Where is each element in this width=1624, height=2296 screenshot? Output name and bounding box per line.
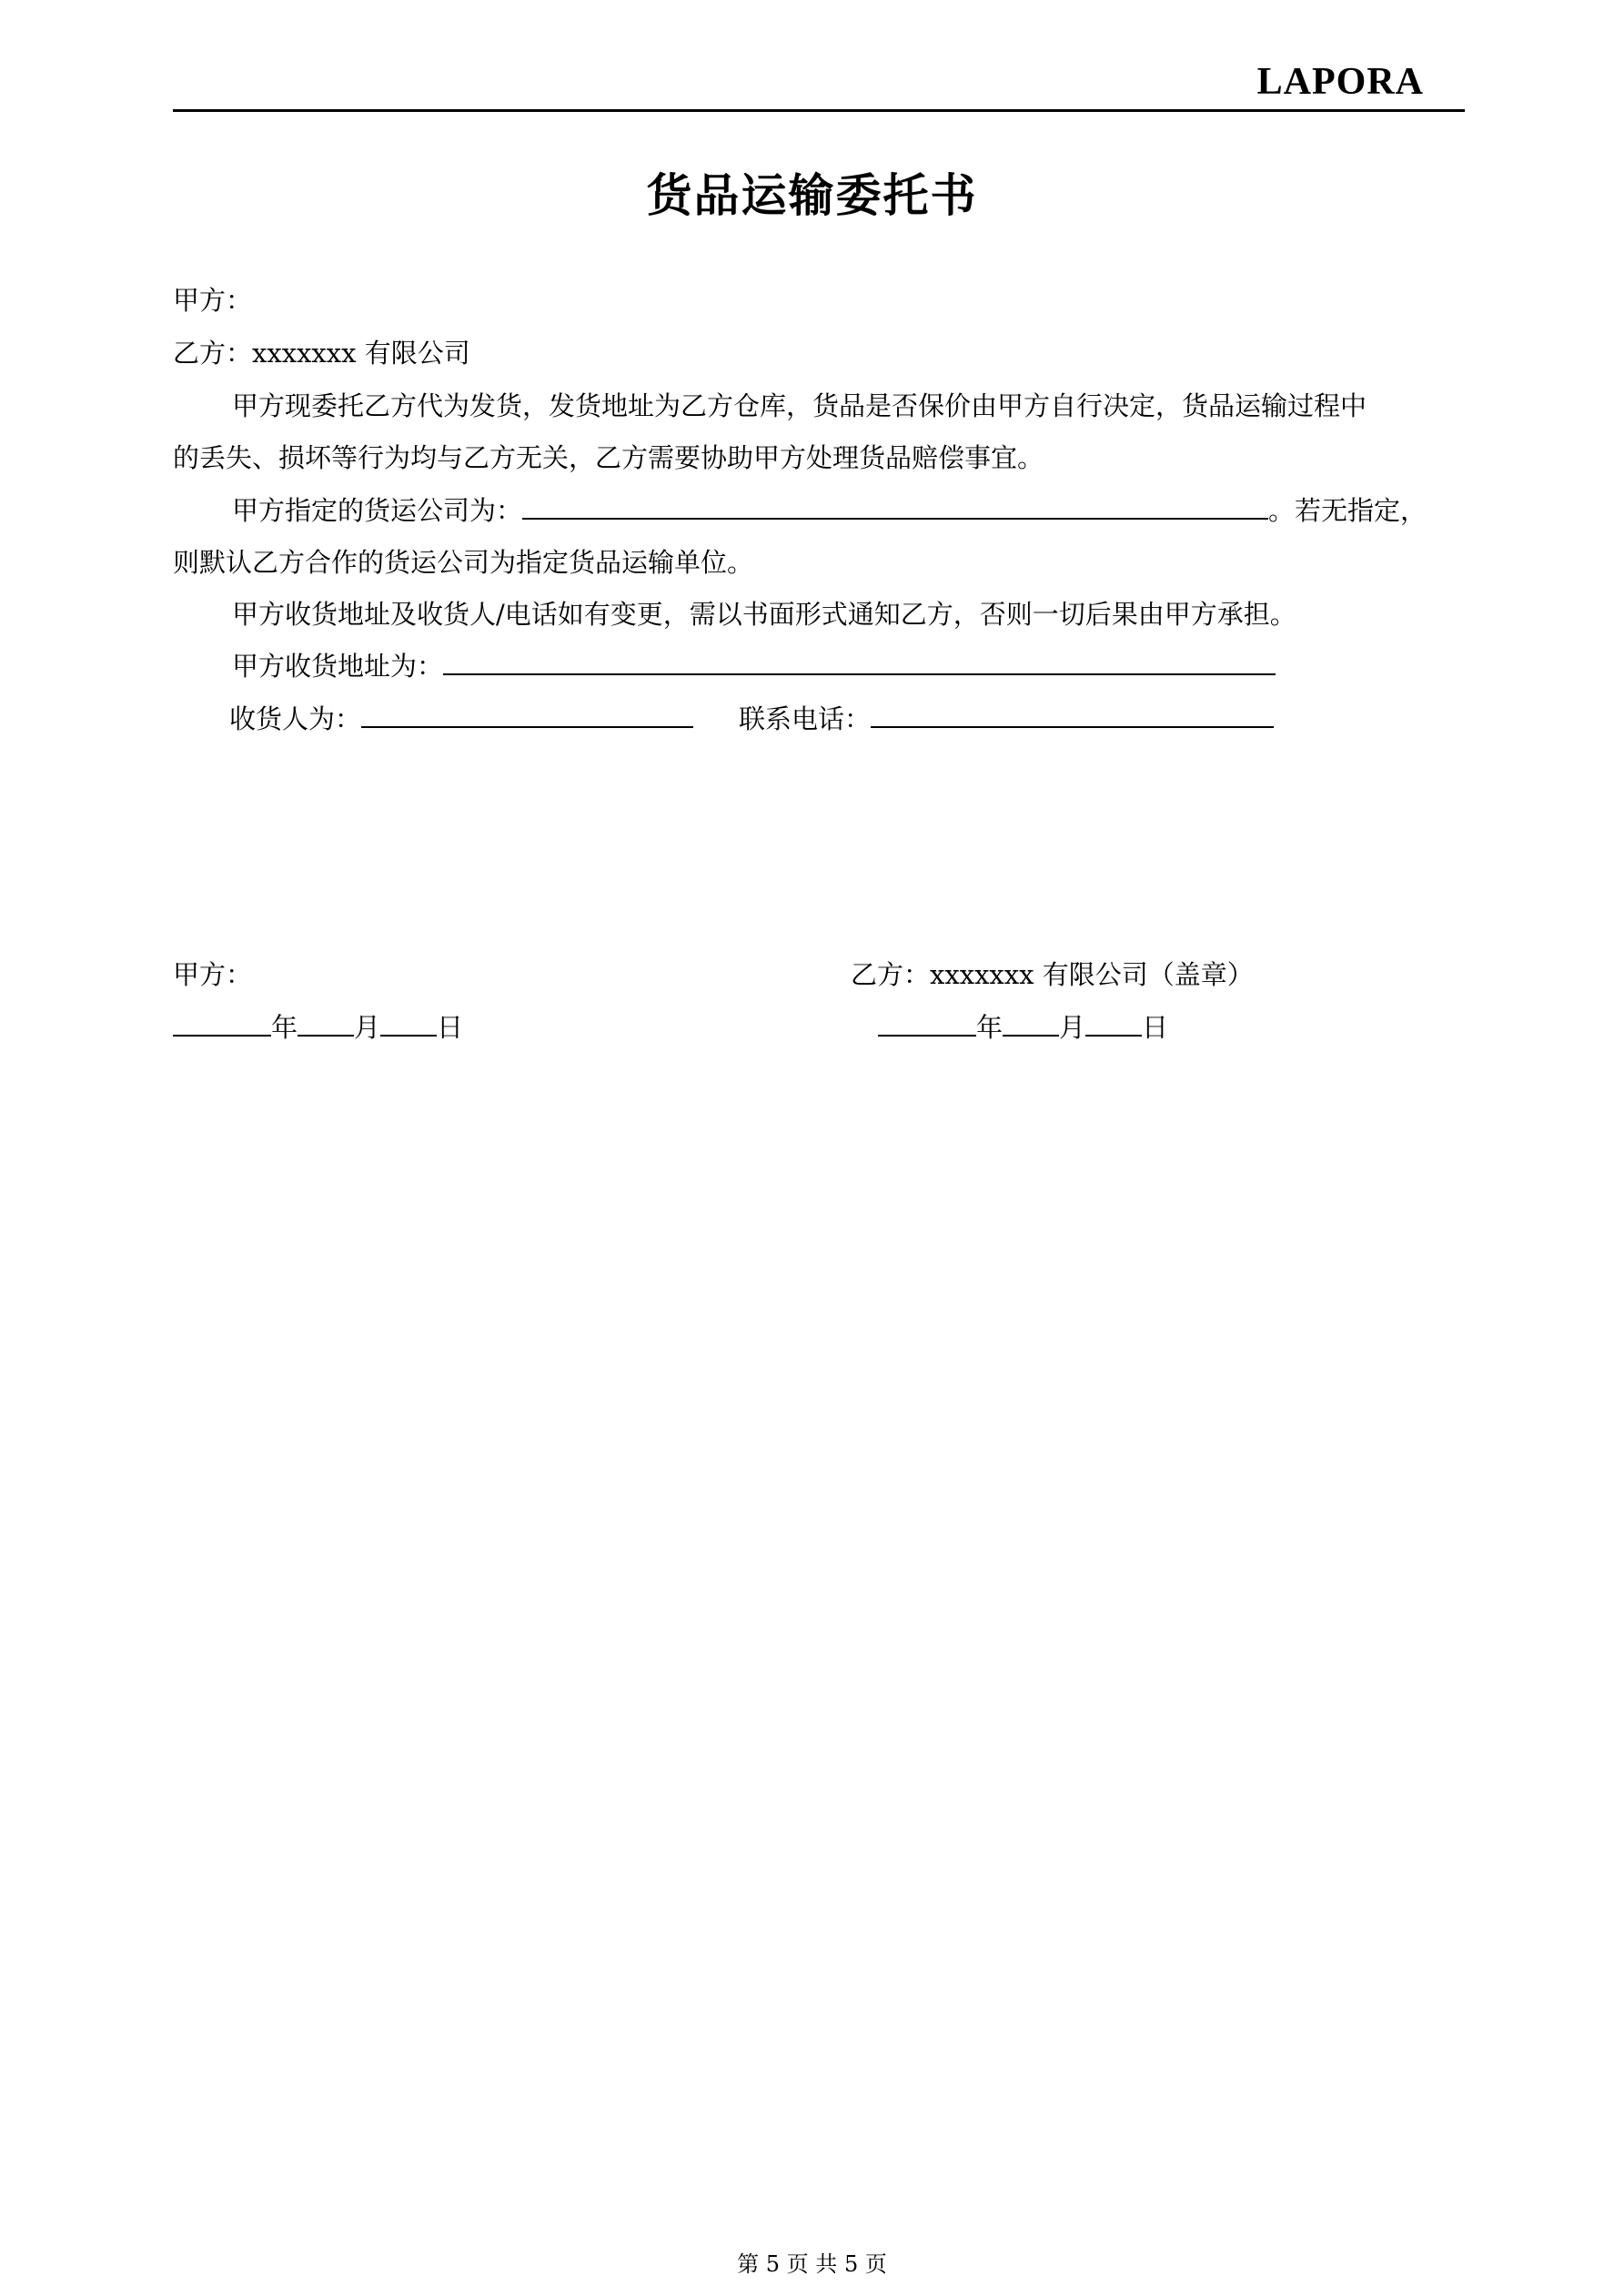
- document-title: 货品运输委托书: [646, 168, 978, 222]
- paragraph-1-line-1: 甲方现委托乙方代为发货，发货地址为乙方仓库，货品是否保价由甲方自行决定，货品运输过程中: [232, 390, 1367, 421]
- address-field[interactable]: [443, 650, 1276, 675]
- freight-company-field[interactable]: [522, 494, 1268, 520]
- party-b-day-field[interactable]: [1085, 1011, 1142, 1037]
- party-b-date: [878, 1011, 1168, 1044]
- party-b-month-label: 月: [1059, 1012, 1086, 1043]
- signature-party-b-label: 乙方：xxxxxxx 有限公司（盖章）: [851, 959, 1254, 990]
- party-a-label: 甲方：: [173, 285, 253, 316]
- address-label: 甲方收货地址为：: [232, 651, 444, 682]
- signature-party-a-label: 甲方：: [173, 959, 253, 990]
- receiver-label: 收货人为：: [229, 703, 362, 734]
- paragraph-1-line-2: 的丢失、损坏等行为均与乙方无关，乙方需要协助甲方处理货品赔偿事宜。: [173, 442, 1044, 473]
- phone-field[interactable]: [871, 703, 1274, 728]
- page-footer: 第 5 页 共 5 页: [737, 2251, 887, 2277]
- party-b-month-field[interactable]: [1003, 1011, 1059, 1037]
- paragraph-2-line-2: 则默认乙方合作的货运公司为指定货品运输单位。: [173, 547, 754, 578]
- party-b-line: 乙方：xxxxxxx 有限公司: [173, 338, 470, 369]
- party-a-date: [173, 1011, 463, 1044]
- party-a-year-field[interactable]: [173, 1011, 271, 1037]
- address-line: [232, 650, 1276, 683]
- header-brand: LAPORA: [1256, 61, 1424, 103]
- receiver-line: [229, 703, 1274, 735]
- party-a-month-label: 月: [354, 1012, 381, 1043]
- header-rule: [173, 109, 1465, 112]
- paragraph-3: 甲方收货地址及收货人/电话如有变更，需以书面形式通知乙方，否则一切后果由甲方承担。: [232, 599, 1296, 630]
- freight-company-suffix: 。若无指定，: [1268, 495, 1427, 526]
- phone-label: 联系电话：: [739, 703, 872, 734]
- party-a-month-field[interactable]: [298, 1011, 354, 1037]
- paragraph-2-line-1: [232, 494, 1427, 527]
- party-b-day-label: 日: [1142, 1012, 1169, 1043]
- freight-company-label: 甲方指定的货运公司为：: [232, 495, 523, 526]
- party-a-year-label: 年: [271, 1012, 298, 1043]
- party-b-year-label: 年: [976, 1012, 1004, 1043]
- party-a-day-field[interactable]: [380, 1011, 437, 1037]
- party-a-day-label: 日: [437, 1012, 464, 1043]
- receiver-field[interactable]: [361, 703, 693, 728]
- party-b-year-field[interactable]: [878, 1011, 976, 1037]
